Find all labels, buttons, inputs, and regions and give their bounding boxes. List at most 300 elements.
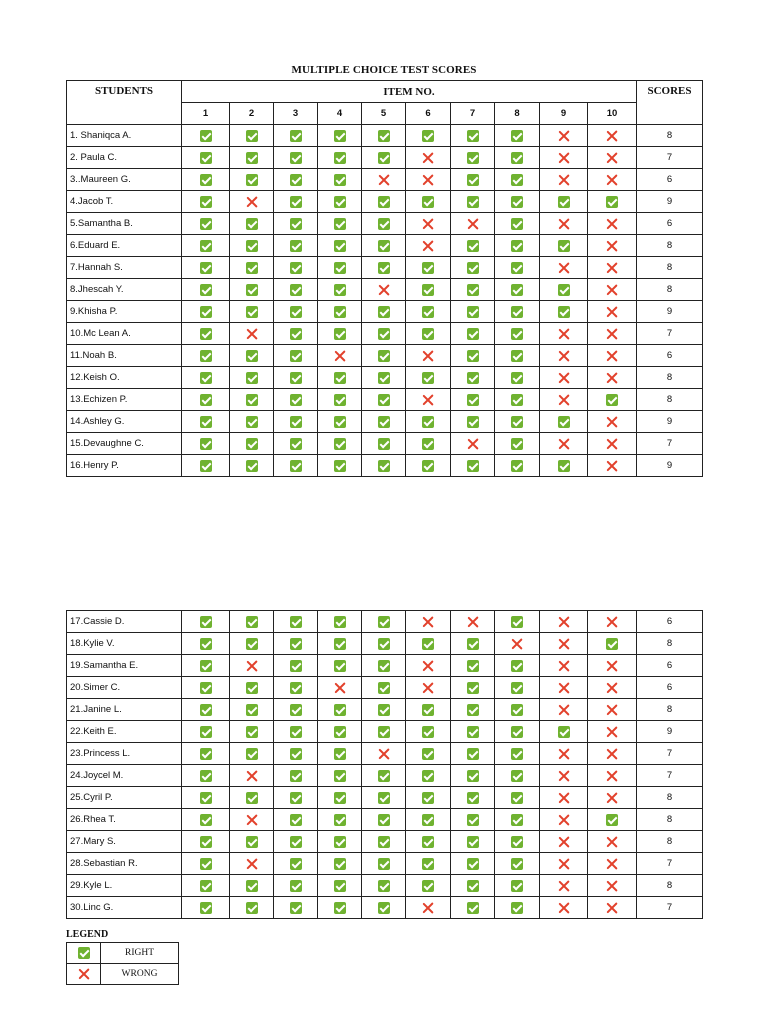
check-mark-icon (511, 660, 523, 672)
answer-cell (588, 853, 637, 875)
check-mark-icon (422, 196, 434, 208)
cross-mark-icon (606, 152, 618, 164)
cross-mark-icon (467, 218, 479, 230)
answer-cell (406, 787, 451, 809)
answer-cell (230, 169, 274, 191)
answer-cell (588, 699, 637, 721)
answer-cell (495, 787, 540, 809)
answer-cell (540, 699, 588, 721)
check-mark-icon (378, 660, 390, 672)
check-mark-icon (511, 218, 523, 230)
answer-cell (318, 235, 362, 257)
student-score: 8 (637, 125, 703, 147)
check-mark-icon (334, 394, 346, 406)
cross-mark-icon (606, 748, 618, 760)
answer-cell (451, 699, 495, 721)
check-mark-icon (467, 130, 479, 142)
answer-cell (540, 897, 588, 919)
answer-cell (182, 633, 230, 655)
answer-cell (495, 677, 540, 699)
check-mark-icon (511, 372, 523, 384)
student-score: 7 (637, 897, 703, 919)
check-mark-icon (246, 748, 258, 760)
answer-cell (274, 345, 318, 367)
answer-cell (230, 677, 274, 699)
answer-cell (230, 213, 274, 235)
legend-wrong-swatch (67, 964, 101, 985)
answer-cell (318, 279, 362, 301)
answer-cell (540, 279, 588, 301)
check-mark-icon (511, 306, 523, 318)
answer-cell (495, 279, 540, 301)
answer-cell (318, 169, 362, 191)
answer-cell (406, 765, 451, 787)
answer-cell (182, 345, 230, 367)
check-mark-icon (246, 152, 258, 164)
cross-mark-icon (558, 438, 570, 450)
check-mark-icon (334, 814, 346, 826)
check-mark-icon (200, 372, 212, 384)
table-row (67, 257, 703, 279)
check-mark-icon (378, 836, 390, 848)
check-mark-icon (334, 284, 346, 296)
check-mark-icon (200, 174, 212, 186)
check-mark-icon (467, 638, 479, 650)
check-mark-icon (290, 880, 302, 892)
table-row (67, 611, 703, 633)
answer-cell (182, 191, 230, 213)
answer-cell (588, 765, 637, 787)
answer-cell (588, 169, 637, 191)
check-mark-icon (558, 284, 570, 296)
check-mark-icon (467, 858, 479, 870)
check-mark-icon (378, 792, 390, 804)
answer-cell (588, 633, 637, 655)
answer-cell (540, 677, 588, 699)
student-score: 9 (637, 455, 703, 477)
cross-mark-icon (558, 350, 570, 362)
answer-cell (362, 611, 406, 633)
answer-cell (451, 235, 495, 257)
student-name: 4.Jacob T. (67, 191, 182, 213)
answer-cell (451, 831, 495, 853)
answer-cell (451, 677, 495, 699)
student-score: 7 (637, 323, 703, 345)
answer-cell (406, 367, 451, 389)
check-mark-icon (378, 726, 390, 738)
answer-cell (406, 809, 451, 831)
answer-cell (182, 367, 230, 389)
check-mark-icon (467, 460, 479, 472)
answer-cell (182, 699, 230, 721)
answer-cell (451, 809, 495, 831)
answer-cell (274, 301, 318, 323)
answer-cell (362, 831, 406, 853)
answer-cell (540, 433, 588, 455)
answer-cell (362, 721, 406, 743)
check-mark-icon (290, 858, 302, 870)
answer-cell (451, 213, 495, 235)
answer-cell (318, 743, 362, 765)
check-mark-icon (511, 350, 523, 362)
answer-cell (406, 147, 451, 169)
answer-cell (274, 323, 318, 345)
student-name: 14.Ashley G. (67, 411, 182, 433)
check-mark-icon (378, 704, 390, 716)
answer-cell (495, 257, 540, 279)
check-mark-icon (200, 616, 212, 628)
answer-cell (540, 743, 588, 765)
check-mark-icon (290, 218, 302, 230)
answer-cell (406, 633, 451, 655)
answer-cell (274, 787, 318, 809)
answer-cell (406, 411, 451, 433)
answer-cell (451, 191, 495, 213)
check-mark-icon (378, 240, 390, 252)
check-mark-icon (78, 947, 90, 959)
check-mark-icon (422, 814, 434, 826)
answer-cell (362, 633, 406, 655)
check-mark-icon (290, 704, 302, 716)
check-mark-icon (334, 152, 346, 164)
table-row (67, 655, 703, 677)
check-mark-icon (378, 130, 390, 142)
answer-cell (540, 389, 588, 411)
student-name: 13.Echizen P. (67, 389, 182, 411)
check-mark-icon (511, 328, 523, 340)
answer-cell (406, 433, 451, 455)
answer-cell (495, 433, 540, 455)
cross-mark-icon (246, 328, 258, 340)
cross-mark-icon (606, 770, 618, 782)
answer-cell (451, 125, 495, 147)
answer-cell (406, 345, 451, 367)
answer-cell (230, 897, 274, 919)
item-number-header: 3 (274, 103, 318, 125)
answer-cell (588, 721, 637, 743)
cross-mark-icon (467, 616, 479, 628)
check-mark-icon (334, 130, 346, 142)
check-mark-icon (378, 262, 390, 274)
answer-cell (274, 677, 318, 699)
answer-cell (495, 147, 540, 169)
check-mark-icon (334, 880, 346, 892)
answer-cell (451, 897, 495, 919)
answer-cell (406, 655, 451, 677)
answer-cell (182, 323, 230, 345)
answer-cell (274, 279, 318, 301)
answer-cell (495, 743, 540, 765)
table-row (67, 897, 703, 919)
answer-cell (230, 191, 274, 213)
check-mark-icon (467, 682, 479, 694)
answer-cell (318, 213, 362, 235)
check-mark-icon (511, 814, 523, 826)
answer-cell (540, 831, 588, 853)
check-mark-icon (200, 218, 212, 230)
answer-cell (230, 411, 274, 433)
answer-cell (588, 611, 637, 633)
check-mark-icon (290, 792, 302, 804)
check-mark-icon (246, 416, 258, 428)
answer-cell (495, 389, 540, 411)
table-row (67, 765, 703, 787)
check-mark-icon (467, 416, 479, 428)
student-name: 30.Linc G. (67, 897, 182, 919)
check-mark-icon (290, 350, 302, 362)
answer-cell (362, 809, 406, 831)
check-mark-icon (422, 372, 434, 384)
cross-mark-icon (422, 240, 434, 252)
student-score: 6 (637, 655, 703, 677)
cross-mark-icon (606, 792, 618, 804)
scores-header: SCORES (637, 81, 703, 125)
check-mark-icon (334, 438, 346, 450)
check-mark-icon (378, 682, 390, 694)
student-score: 8 (637, 279, 703, 301)
check-mark-icon (378, 306, 390, 318)
legend-right-swatch (67, 943, 101, 964)
answer-cell (230, 721, 274, 743)
student-name: 3..Maureen G. (67, 169, 182, 191)
student-name: 7.Hannah S. (67, 257, 182, 279)
check-mark-icon (422, 726, 434, 738)
answer-cell (588, 213, 637, 235)
check-mark-icon (290, 328, 302, 340)
answer-cell (406, 897, 451, 919)
cross-mark-icon (606, 306, 618, 318)
answer-cell (540, 125, 588, 147)
check-mark-icon (467, 814, 479, 826)
check-mark-icon (378, 460, 390, 472)
answer-cell (540, 633, 588, 655)
table-row (67, 169, 703, 191)
answer-cell (182, 677, 230, 699)
student-name: 26.Rhea T. (67, 809, 182, 831)
answer-cell (406, 257, 451, 279)
check-mark-icon (467, 240, 479, 252)
cross-mark-icon (246, 660, 258, 672)
check-mark-icon (246, 174, 258, 186)
student-score: 6 (637, 213, 703, 235)
answer-cell (495, 301, 540, 323)
cross-mark-icon (378, 174, 390, 186)
item-number-header: 9 (540, 103, 588, 125)
check-mark-icon (511, 240, 523, 252)
answer-cell (362, 301, 406, 323)
answer-cell (588, 301, 637, 323)
table-row (67, 455, 703, 477)
check-mark-icon (200, 748, 212, 760)
answer-cell (362, 389, 406, 411)
check-mark-icon (378, 372, 390, 384)
answer-cell (318, 433, 362, 455)
cross-mark-icon (606, 858, 618, 870)
student-name: 23.Princess L. (67, 743, 182, 765)
check-mark-icon (511, 836, 523, 848)
check-mark-icon (511, 682, 523, 694)
cross-mark-icon (606, 438, 618, 450)
answer-cell (495, 721, 540, 743)
check-mark-icon (606, 638, 618, 650)
answer-cell (230, 323, 274, 345)
cross-mark-icon (246, 858, 258, 870)
answer-cell (318, 875, 362, 897)
answer-cell (182, 743, 230, 765)
check-mark-icon (246, 438, 258, 450)
answer-cell (588, 787, 637, 809)
student-score: 7 (637, 765, 703, 787)
answer-cell (540, 147, 588, 169)
answer-cell (540, 301, 588, 323)
student-score: 9 (637, 721, 703, 743)
check-mark-icon (246, 704, 258, 716)
answer-cell (362, 743, 406, 765)
answer-cell (182, 433, 230, 455)
check-mark-icon (200, 792, 212, 804)
check-mark-icon (290, 836, 302, 848)
check-mark-icon (290, 196, 302, 208)
check-mark-icon (511, 616, 523, 628)
answer-cell (230, 699, 274, 721)
answer-cell (362, 147, 406, 169)
answer-cell (540, 169, 588, 191)
check-mark-icon (200, 660, 212, 672)
answer-cell (182, 235, 230, 257)
answer-cell (588, 191, 637, 213)
legend-right-label: RIGHT (101, 943, 179, 964)
answer-cell (588, 235, 637, 257)
cross-mark-icon (558, 152, 570, 164)
student-score: 8 (637, 809, 703, 831)
check-mark-icon (422, 836, 434, 848)
answer-cell (588, 345, 637, 367)
check-mark-icon (467, 152, 479, 164)
answer-cell (451, 323, 495, 345)
student-name: 21.Janine L. (67, 699, 182, 721)
answer-cell (230, 743, 274, 765)
answer-cell (406, 743, 451, 765)
answer-cell (540, 455, 588, 477)
answer-cell (274, 633, 318, 655)
cross-mark-icon (558, 748, 570, 760)
cross-mark-icon (606, 902, 618, 914)
check-mark-icon (467, 770, 479, 782)
check-mark-icon (422, 460, 434, 472)
student-name: 15.Devaughne C. (67, 433, 182, 455)
check-mark-icon (511, 902, 523, 914)
student-name: 27.Mary S. (67, 831, 182, 853)
item-number-header: 10 (588, 103, 637, 125)
check-mark-icon (334, 792, 346, 804)
check-mark-icon (290, 262, 302, 274)
student-name: 22.Keith E. (67, 721, 182, 743)
answer-cell (588, 147, 637, 169)
answer-cell (406, 853, 451, 875)
check-mark-icon (378, 394, 390, 406)
answer-cell (495, 169, 540, 191)
legend-wrong-label: WRONG (101, 964, 179, 985)
table-row (67, 301, 703, 323)
check-mark-icon (378, 350, 390, 362)
student-name: 24.Joycel M. (67, 765, 182, 787)
check-mark-icon (200, 460, 212, 472)
answer-cell (362, 235, 406, 257)
table-row (67, 125, 703, 147)
answer-cell (318, 125, 362, 147)
check-mark-icon (378, 902, 390, 914)
check-mark-icon (422, 858, 434, 870)
student-score: 8 (637, 235, 703, 257)
answer-cell (274, 743, 318, 765)
answer-cell (318, 367, 362, 389)
table-row (67, 147, 703, 169)
cross-mark-icon (558, 814, 570, 826)
cross-mark-icon (467, 438, 479, 450)
table-row (67, 699, 703, 721)
check-mark-icon (467, 372, 479, 384)
answer-cell (230, 455, 274, 477)
answer-cell (230, 633, 274, 655)
check-mark-icon (467, 704, 479, 716)
cross-mark-icon (558, 682, 570, 694)
student-name: 2. Paula C. (67, 147, 182, 169)
student-score: 7 (637, 147, 703, 169)
check-mark-icon (378, 814, 390, 826)
answer-cell (274, 147, 318, 169)
answer-cell (230, 147, 274, 169)
student-score: 6 (637, 677, 703, 699)
answer-cell (406, 831, 451, 853)
cross-mark-icon (606, 328, 618, 340)
answer-cell (406, 279, 451, 301)
answer-cell (362, 699, 406, 721)
answer-cell (274, 809, 318, 831)
answer-cell (588, 743, 637, 765)
answer-cell (495, 411, 540, 433)
check-mark-icon (246, 350, 258, 362)
answer-cell (540, 367, 588, 389)
answer-cell (318, 301, 362, 323)
check-mark-icon (334, 196, 346, 208)
answer-cell (406, 699, 451, 721)
answer-cell (362, 787, 406, 809)
check-mark-icon (200, 438, 212, 450)
student-score: 8 (637, 389, 703, 411)
answer-cell (230, 367, 274, 389)
answer-cell (182, 787, 230, 809)
cross-mark-icon (422, 218, 434, 230)
check-mark-icon (290, 682, 302, 694)
answer-cell (495, 345, 540, 367)
student-name: 9.Khisha P. (67, 301, 182, 323)
student-score: 7 (637, 433, 703, 455)
answer-cell (451, 301, 495, 323)
table-row (67, 809, 703, 831)
check-mark-icon (511, 438, 523, 450)
answer-cell (318, 633, 362, 655)
answer-cell (495, 765, 540, 787)
check-mark-icon (290, 152, 302, 164)
cross-mark-icon (606, 704, 618, 716)
check-mark-icon (467, 350, 479, 362)
check-mark-icon (467, 262, 479, 274)
student-name: 5.Samantha B. (67, 213, 182, 235)
answer-cell (451, 389, 495, 411)
check-mark-icon (290, 638, 302, 650)
check-mark-icon (422, 130, 434, 142)
answer-cell (540, 765, 588, 787)
